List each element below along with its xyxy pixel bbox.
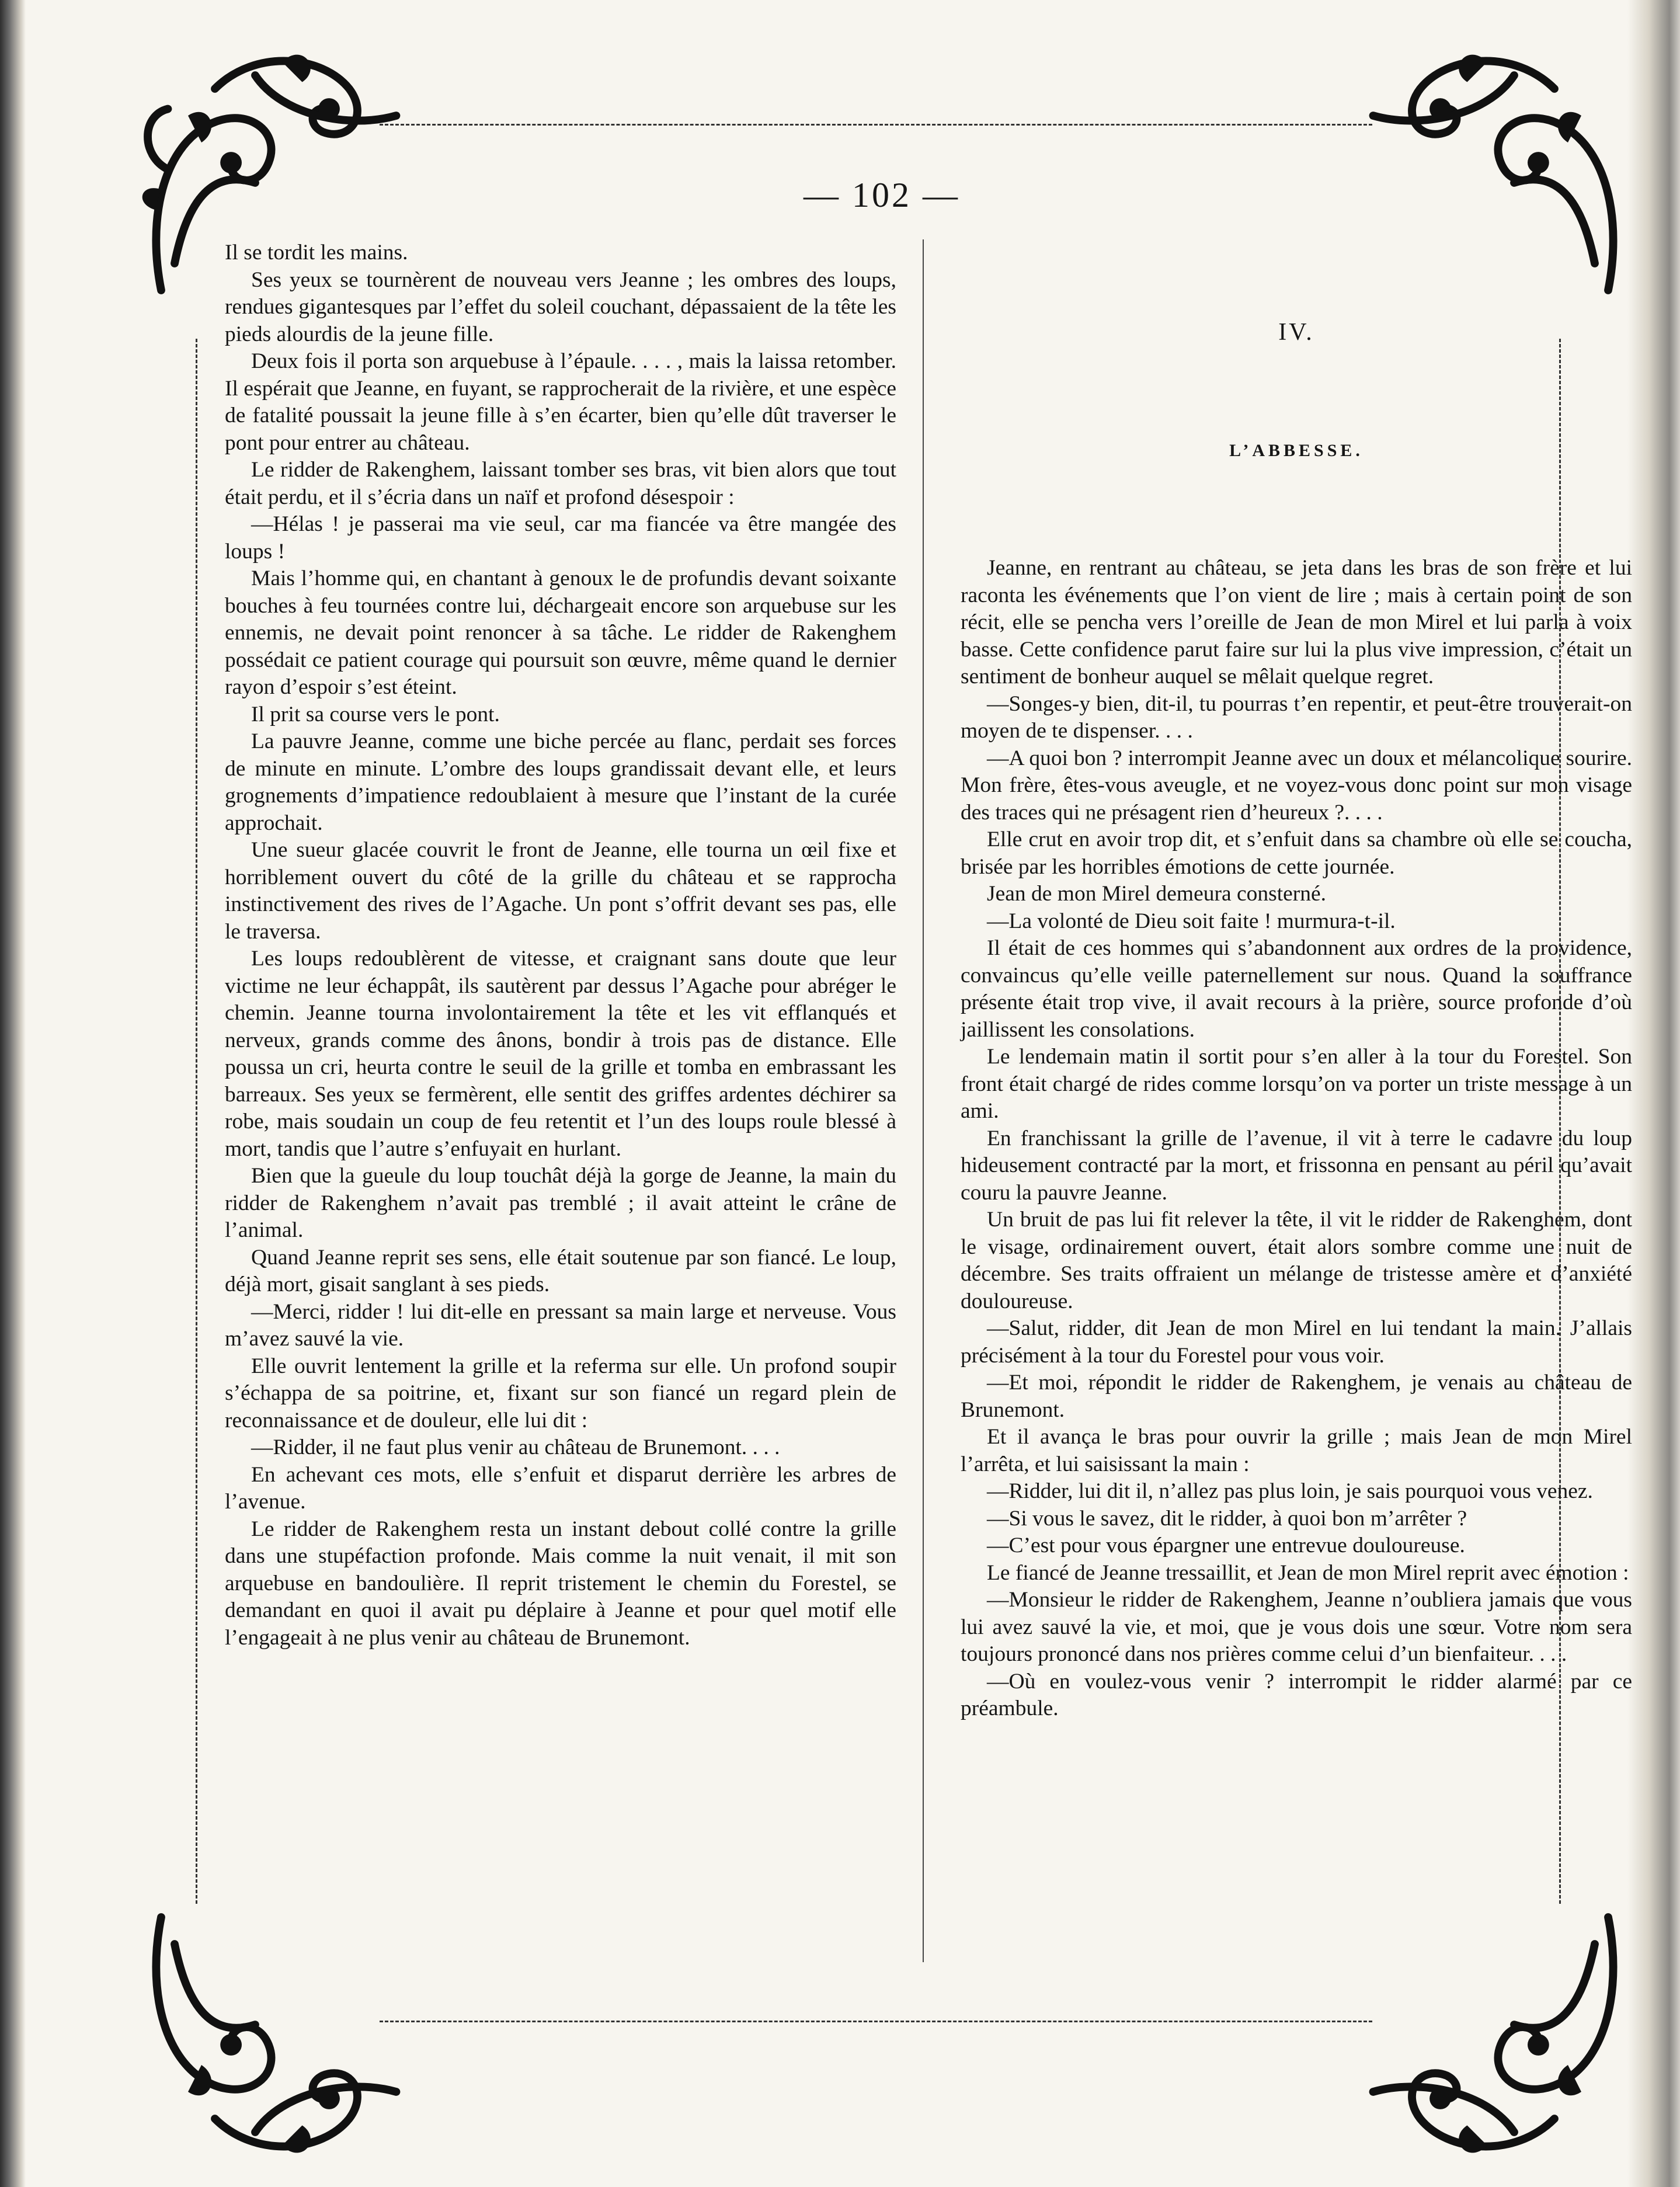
paragraph: Jeanne, en rentrant au château, se jeta dans les bras de son frère et lui raconta les événements que l’on vient de lire ; mais à certain point de son récit, elle se pencha vers l’oreille de Jean de mon Mirel et lui parla à voix basse. Cette confidence parut faire sur lui la plus vive impression, c’était un sentiment de bonheur auquel se mêlait quelque regret. <box>961 556 1632 689</box>
scroll-ornament-icon <box>1366 1904 1635 2172</box>
paragraph: Elle crut en avoir trop dit, et s’enfuit dans sa chambre où elle se coucha, brisée par les horribles émotions de cette journée. <box>961 827 1632 879</box>
ornament-corner-top-right <box>1366 35 1635 304</box>
paragraph: Ses yeux se tournèrent de nouveau vers Jeanne ; les ombres des loups, rendues gigantesques par l’effet du soleil couchant, dépassaient de la tête les pieds alourdis de la jeune fille. <box>225 267 896 346</box>
paragraph: —Et moi, répondit le ridder de Rakenghem, je venais au château de Brunemont. <box>961 1371 1632 1422</box>
paragraph: —Songes-y bien, dit-il, tu pourras t’en repentir, et peut-être trouverait-on moyen de te dispenser. . . . <box>961 691 1632 743</box>
paragraph: —Si vous le savez, dit le ridder, à quoi bon m’arrêter ? <box>987 1506 1467 1531</box>
paragraph: Un bruit de pas lui fit relever la tête, il vit le ridder de Rakenghem, dont le visage, ordinairement ouvert, était alors sombre comme une nuit de décembre. Ses traits offraient un mélange de tristesse amère et d’anxiété douloureuse. <box>961 1208 1632 1313</box>
paragraph: Elle ouvrit lentement la grille et la referma sur elle. Un profond soupir s’échappa de sa poitrine, et, fixant sur son fiancé un regard plein de reconnaissance et de douleur, elle lui dit : <box>225 1354 896 1432</box>
scroll-ornament-icon <box>134 1904 403 2172</box>
paragraph: —Hélas ! je passerai ma vie seul, car ma fiancée va être mangée des loups ! <box>225 512 896 564</box>
paragraph: Quand Jeanne reprit ses sens, elle était soutenue par son fiancé. Le loup, déjà mort, gisait sanglant à ses pieds. <box>225 1245 896 1296</box>
paragraph: Et il avança le bras pour ouvrir la grille ; mais Jean de mon Mirel l’arrêta, et lui saisissant la main : <box>961 1425 1632 1476</box>
page-number: — 102 — <box>804 176 960 214</box>
paragraph: Bien que la gueule du loup touchât déjà la gorge de Jeanne, la main du ridder de Rakenghem n’avait pas tremblé ; il avait atteint le crâne de l’animal. <box>225 1164 896 1242</box>
paragraph: En achevant ces mots, elle s’enfuit et disparut derrière les arbres de l’avenue. <box>225 1462 896 1514</box>
paragraph: Le lendemain matin il sortit pour s’en aller à la tour du Forestel. Son front était chargé de rides comme lorsqu’on va porter un triste message à un ami. <box>961 1045 1632 1123</box>
left-column <box>225 239 896 1651</box>
paragraph: —C’est pour vous épargner une entrevue douloureuse. <box>987 1534 1465 1557</box>
scroll-ornament-icon <box>1366 35 1635 304</box>
paragraph: —Merci, ridder ! lui dit-elle en pressant sa main large et nerveuse. Vous m’avez sauvé la vie. <box>225 1299 896 1351</box>
paragraph: Le fiancé de Jeanne tressaillit, et Jean de mon Mirel reprit avec émotion : <box>987 1560 1629 1585</box>
frame-left-rule <box>196 339 197 1904</box>
binding-shadow <box>0 0 26 2187</box>
frame-top-rule <box>380 124 1372 126</box>
paragraph: Il était de ces hommes qui s’abandonnent aux ordres de la providence, convaincus qu’elle veille paternellement sur nous. Quand la souffrance présente était trop vive, il avait recours à la prière, source profonde d’où jaillissent les consolations. <box>961 936 1632 1042</box>
paragraph: Une sueur glacée couvrit le front de Jeanne, elle tourna un œil fixe et horriblement ouvert du côté de la grille du château et se rapprocha instinctivement des rives de l’Agache. Un pont s’offrit devant ses pas, elle le traversa. <box>225 838 896 944</box>
paragraph: Deux fois il porta son arquebuse à l’épaule. . . . , mais la laissa retomber. Il espérait que Jeanne, en fuyant, se rapprocherait de la rivière, et une espèce de fatalité poussait la jeune fille à s’en écarter, bien qu’elle dût traverser le pont pour entrer au château. <box>225 349 896 455</box>
chapter-numeral: IV. <box>1278 319 1314 346</box>
paragraph: Jean de mon Mirel demeura consterné. <box>987 882 1327 906</box>
paragraph: La pauvre Jeanne, comme une biche percée au flanc, perdait ses forces de minute en minute. L’ombre des loups grandissait devant elle, et leurs grognements d’impatience redoublaient à mesure que l’instant de la curée approchait. <box>225 729 896 835</box>
ornament-corner-bottom-right <box>1366 1904 1635 2172</box>
page-edge <box>1627 0 1680 2187</box>
paragraph: Le ridder de Rakenghem resta un instant debout collé contre la grille dans une stupéfaction profonde. Mais comme la nuit venait, il mit son arquebuse en bandoulière. Il reprit tristement le chemin du Forestel, se demandant en quoi il avait pu déplaire à Jeanne et pour quel motif elle l’engageait à ne plus venir au château de Brunemont. <box>225 1517 896 1650</box>
chapter-title: L’ABBESSE. <box>1229 441 1364 460</box>
paragraph: —Ridder, lui dit il, n’allez pas plus loin, je sais pourquoi vous venez. <box>987 1479 1593 1503</box>
paragraph: —Salut, ridder, dit Jean de mon Mirel en lui tendant la main. J’allais précisément à la tour du Forestel pour vous voir. <box>961 1316 1632 1368</box>
paragraph: Il prit sa course vers le pont. <box>251 702 500 726</box>
paragraph: —La volonté de Dieu soit faite ! murmura-t-il. <box>987 909 1396 933</box>
paragraph: —A quoi bon ? interrompit Jeanne avec un doux et mélancolique sourire. Mon frère, êtes-vous aveugle, et ne voyez-vous donc point sur mon visage des traces qui ne présagent rien d’heureux ?. . . . <box>961 746 1632 825</box>
frame-bottom-rule <box>380 2021 1372 2022</box>
paragraph: —Où en voulez-vous venir ? interrompit le ridder alarmé par ce préambule. <box>961 1669 1632 1720</box>
paragraph: Le ridder de Rakenghem, laissant tomber ses bras, vit bien alors que tout était perdu, et il s’écria dans un naïf et profond désespoir : <box>225 458 896 509</box>
paragraph: —Ridder, il ne faut plus venir au château de Brunemont. . . . <box>251 1435 780 1459</box>
paragraph: Mais l’homme qui, en chantant à genoux le de profundis devant soixante bouches à feu tournées contre lui, déchargeait encore son arquebuse sur les ennemis, ne devait point renoncer à sa tâche. Le ridder de Rakenghem possédait ce patient courage qui poursuit son œuvre, même quand le dernier rayon d’espoir s’est éteint. <box>225 566 896 699</box>
right-column <box>961 555 1632 1723</box>
paragraph: En franchissant la grille de l’avenue, il vit à terre le cadavre du loup hideusement contracté par la mort, et frissonna en pensant au péril qu’avait couru la pauvre Jeanne. <box>961 1126 1632 1205</box>
paragraph: Les loups redoublèrent de vitesse, et craignant sans doute que leur victime ne leur échappât, ils sautèrent par dessus l’Agache pour abréger le chemin. Jeanne tourna involontairement la tête et les vit efflanqués et nerveux, grands comme des ânons, bondir à trois pas de distance. Elle poussa un cri, heurta contre le seuil de la grille et tomba en embrassant les barreaux. Ses yeux se fermèrent, elle sentit des griffes ardentes déchirer sa robe, mais soudain un coup de feu retentit et l’un des loups roule blessé à mort, tandis que l’autre s’enfuyait en hurlant. <box>225 947 896 1161</box>
paragraph: —Monsieur le ridder de Rakenghem, Jeanne n’oubliera jamais que vous lui avez sauvé la vie, et moi, que je vous dois une sœur. Votre nom sera toujours prononcé dans nos prières comme celui d’un bienfaiteur. . . . <box>961 1588 1632 1666</box>
ornament-corner-bottom-left <box>134 1904 403 2172</box>
paragraph: Il se tordit les mains. <box>225 241 408 265</box>
column-divider <box>923 239 924 1962</box>
